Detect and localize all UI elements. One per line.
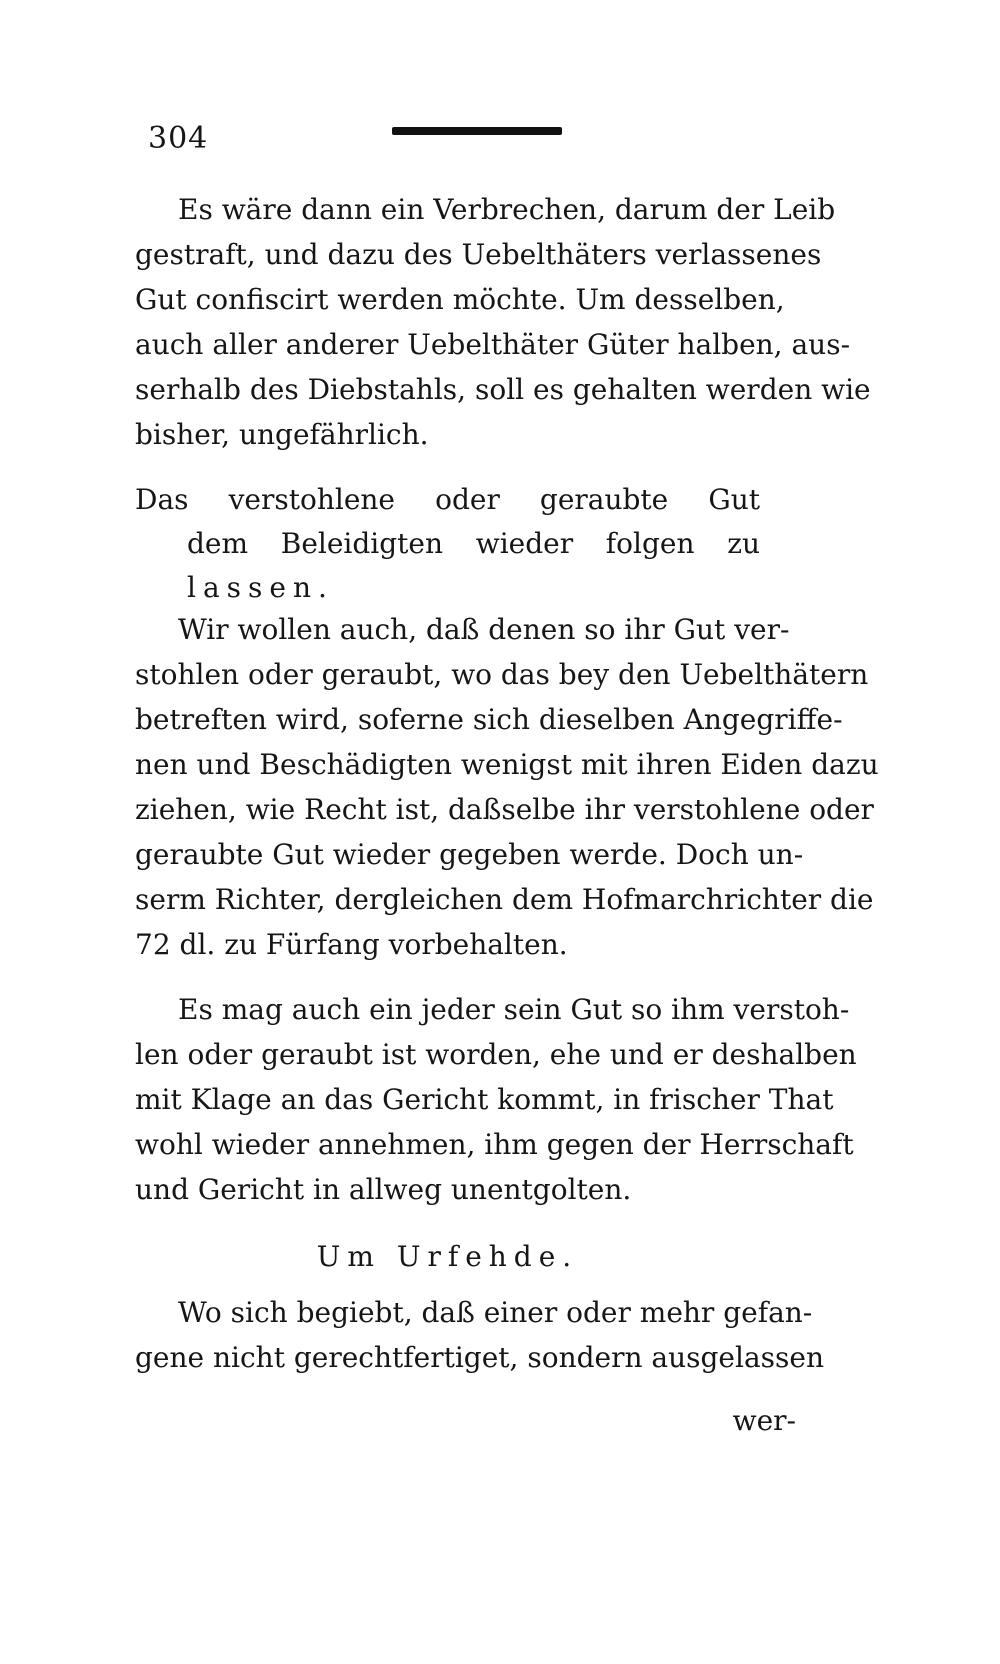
text-line: und Gericht in allweg unentgolten. [135,1173,632,1206]
text-line: len oder geraubt ist worden, ehe und er deshalben [135,1038,857,1071]
section-heading-line: dem Beleidigten wieder folgen zu [187,527,760,560]
text-line: nen und Beschädigten wenigst mit ihren Eiden dazu [135,748,879,781]
text-line: serm Richter, dergleichen dem Hofmarchrichter die [135,883,874,916]
text-line: gestraft, und dazu des Uebelthäters verlassenes [135,238,822,271]
text-line: Gut confiscirt werden möchte. Um desselben, [135,283,785,316]
text-line: serhalb des Diebstahls, soll es gehalten werden wie [135,373,871,406]
text-line: mit Klage an das Gericht kommt, in frischer That [135,1083,834,1116]
page-number: 304 [148,121,209,156]
text-line: auch aller anderer Uebelthäter Güter halben, aus- [135,328,851,361]
text-line: bisher, ungefährlich. [135,418,429,451]
text-line: Es mag auch ein jeder sein Gut so ihm verstoh- [178,993,850,1026]
text-line: stohlen oder geraubt, wo das bey den Uebelthätern [135,658,869,691]
text-line: wohl wieder annehmen, ihm gegen der Herrschaft [135,1128,854,1161]
text-line: Es wäre dann ein Verbrechen, darum der Leib [178,193,836,226]
section-heading: Um Urfehde. [316,1240,579,1273]
text-line: ziehen, wie Recht ist, daßselbe ihr verstohlene oder [135,793,874,826]
text-line: Wo sich begiebt, daß einer oder mehr gefan- [178,1296,813,1329]
text-line: 72 dl. zu Fürfang vorbehalten. [135,928,568,961]
text-line: geraubte Gut wieder gegeben werde. Doch un- [135,838,804,871]
catchword: wer- [732,1404,796,1437]
section-heading-line: lassen. [187,571,334,604]
text-line: Wir wollen auch, daß denen so ihr Gut ver- [178,613,790,646]
header-rule [392,127,562,135]
text-line: gene nicht gerechtfertiget, sondern ausgelassen [135,1341,824,1374]
text-line: betreften wird, soferne sich dieselben Angegriffe- [135,703,843,736]
section-heading-line: Das verstohlene oder geraubte Gut [135,483,760,516]
